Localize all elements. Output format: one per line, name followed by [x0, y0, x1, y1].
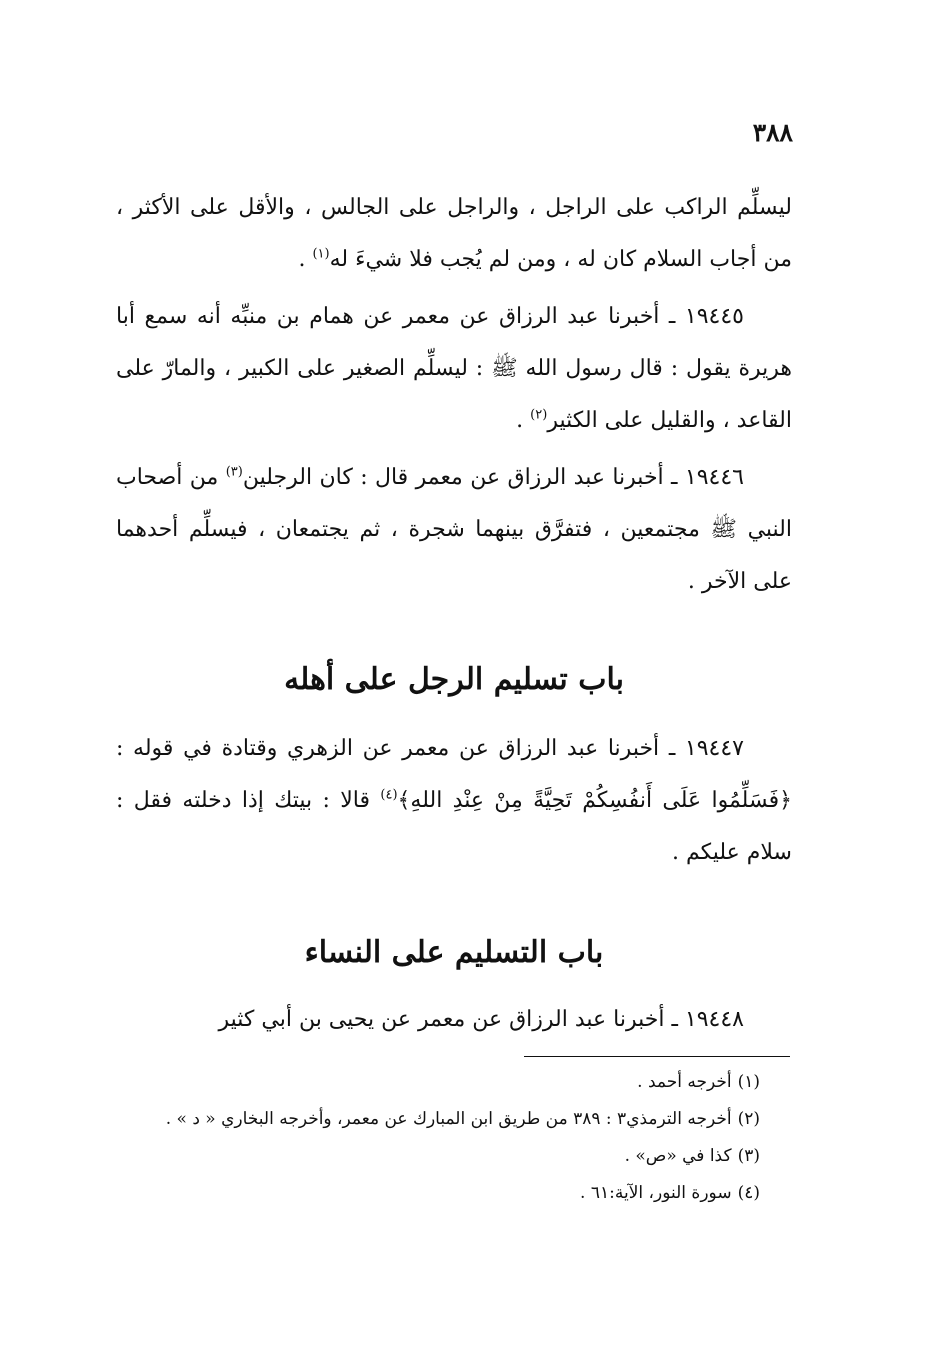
footnote-number: (٤)	[737, 1183, 760, 1203]
section-heading: باب التسليم على النساء	[304, 935, 604, 970]
hadith-19446	[116, 452, 792, 608]
paragraph-text: ١٩٤٤٦ ـ أخبرنا عبد الرزاق عن معمر قال : كان الرجلين	[242, 465, 744, 490]
footnote-number: (١)	[737, 1072, 760, 1092]
footnote-marker: (١)	[312, 246, 330, 262]
footnote-item	[116, 1138, 792, 1175]
footnote-item	[116, 1175, 792, 1212]
footnote-text: أخرجه الترمذي٣ : ٣٨٩ من طريق ابن المبارك عن معمر، وأخرجه البخاري « د » .	[165, 1109, 732, 1129]
footnote-marker: (٣)	[225, 464, 243, 480]
hadith-19445	[116, 291, 792, 447]
hadith-19447	[116, 723, 792, 879]
footnotes	[116, 1064, 792, 1212]
paragraph-text: ١٩٤٤٧ ـ أخبرنا عبد الرزاق عن معمر عن الزهري وقتادة في قوله : ﴿فَسَلِّمُوا عَلَى أَنفُسِكُمْ تَحِيَّةً مِنْ عِنْدِ اللهِ﴾	[116, 736, 792, 813]
footnote-marker: (٤)	[380, 787, 398, 803]
footnote-text: سورة النور، الآية:٦١ .	[580, 1183, 732, 1203]
footnote-item	[116, 1101, 792, 1138]
page-number: ٣٨٨	[752, 118, 793, 147]
paragraph-continuation	[116, 182, 792, 286]
paragraph-text: ليسلِّم الراكب على الراجل ، والراجل على الجالس ، والأقل على الأكثر ، من أجاب السلام كان له ، ومن لم يُجب فلا شيءَ له	[116, 195, 792, 272]
hadith-19448	[116, 994, 792, 1046]
footnote-marker: (٢)	[530, 407, 548, 423]
footnote-divider	[524, 1056, 790, 1057]
paragraph-tail: من أصحاب النبي ﷺ مجتمعين ، فتفرَّق بينهما شجرة ، ثم يجتمعان ، فيسلِّم أحدهما على الآخر .	[116, 465, 792, 594]
footnote-text: أخرجه أحمد .	[637, 1072, 732, 1092]
footnote-number: (٢)	[737, 1109, 760, 1129]
footnote-item	[116, 1064, 792, 1101]
footnote-text: كذا في «ص» .	[624, 1146, 732, 1166]
section-heading: باب تسليم الرجل على أهله	[284, 662, 624, 697]
paragraph-text: ١٩٤٤٨ ـ أخبرنا عبد الرزاق عن معمر عن يحيى بن أبي كثير	[218, 1007, 744, 1032]
footnote-number: (٣)	[737, 1146, 760, 1166]
paragraph-tail: .	[298, 247, 313, 272]
paragraph-tail: .	[516, 408, 531, 433]
paragraph-tail: قالا : بيتك إذا دخلته فقل : سلام عليكم .	[116, 788, 792, 865]
paragraph-text: ١٩٤٤٥ ـ أخبرنا عبد الرزاق عن معمر عن همام بن منبِّه أنه سمع أبا هريرة يقول : قال رسول الله ﷺ : ليسلِّم الصغير على الكبير ، والمارّ على القاعد ، والقليل على الكثير	[116, 304, 792, 433]
